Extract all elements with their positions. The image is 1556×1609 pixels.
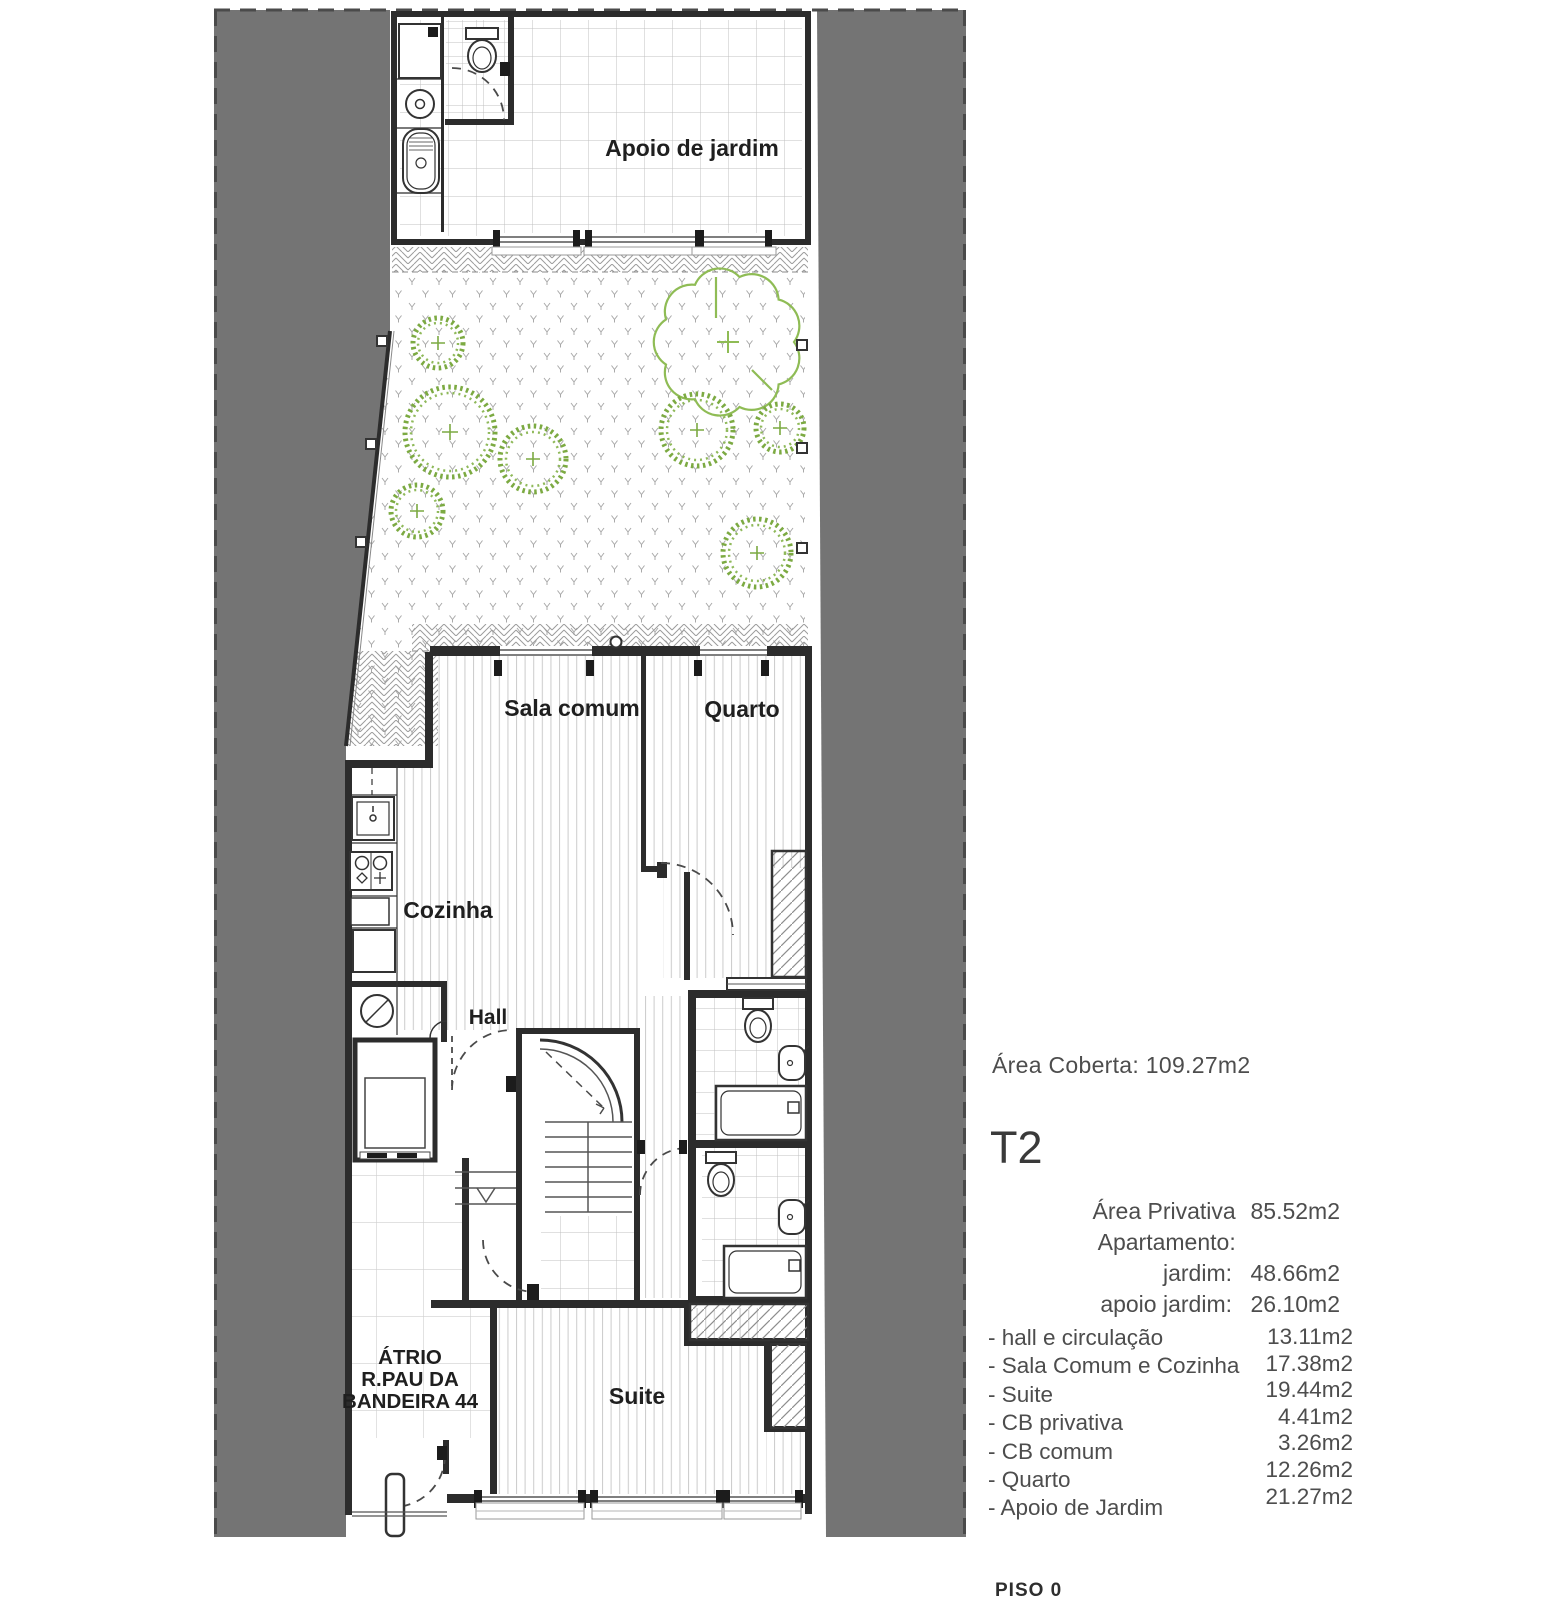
street-facade	[447, 1490, 812, 1519]
label-atrio-3: BANDEIRA 44	[342, 1390, 478, 1413]
room-area-label: - Quarto	[988, 1467, 1071, 1493]
label-atrio-2: R.PAU DA	[361, 1368, 459, 1391]
stair-to-upper	[771, 1344, 806, 1428]
label-hall: Hall	[468, 1006, 508, 1029]
room-areas-values	[1225, 1324, 1353, 1510]
suite-floor-right	[766, 1432, 805, 1496]
room-area-label: - Sala Comum e Cozinha	[988, 1353, 1240, 1379]
private-area-value: 26.10m2	[1250, 1291, 1340, 1317]
private-area-value: 48.66m2	[1250, 1260, 1340, 1286]
hall-sala-door-arc	[452, 1030, 512, 1090]
apoio-toilet	[466, 28, 498, 72]
room-area-label: - CB comum	[988, 1438, 1114, 1464]
room-area-value: 3.26m2	[1277, 1430, 1353, 1456]
quarto-wardrobe	[772, 851, 806, 977]
kitchen-stove	[350, 852, 392, 890]
room-areas-labels	[988, 1324, 1239, 1523]
private-area-row	[960, 1196, 1340, 1258]
private-area-row	[960, 1289, 1340, 1320]
private-area-label: apoio jardim:	[1100, 1291, 1232, 1317]
entrance-door-leaf	[352, 1474, 447, 1536]
label-suite: Suite	[608, 1383, 666, 1409]
apoio-bathtub	[403, 129, 439, 193]
private-area-value: 85.52m2	[1250, 1198, 1340, 1224]
room-area-label: - hall e circulação	[988, 1325, 1164, 1350]
label-atrio-1: ÁTRIO	[378, 1346, 442, 1369]
room-area-label: - Apoio de Jardim	[988, 1495, 1164, 1521]
private-area-label: Área Privativa Apartamento:	[1092, 1198, 1236, 1255]
private-area-label: jardim:	[1162, 1260, 1232, 1286]
room-area-value: 21.27m2	[1265, 1483, 1353, 1509]
suite-closet	[690, 1304, 808, 1340]
area-coberta-text: Área Coberta: 109.27m2	[992, 1052, 1251, 1078]
typology-label: T2	[990, 1122, 1043, 1173]
floor-label: PISO 0	[995, 1580, 1063, 1601]
paving-strip-left	[347, 651, 438, 746]
room-area-value: 4.41m2	[1277, 1403, 1353, 1429]
label-cozinha: Cozinha	[403, 897, 493, 923]
room-area-value: 12.26m2	[1265, 1456, 1353, 1482]
apoio-counter	[399, 24, 441, 78]
right-neighbor-block	[817, 10, 966, 1537]
label-sala-comum: Sala comum	[504, 695, 640, 721]
stair-landing-floor	[541, 1216, 634, 1300]
room-area-label: - Suite	[988, 1381, 1054, 1407]
room-area-label: - CB privativa	[988, 1410, 1124, 1436]
quarto-shelf	[727, 978, 806, 990]
shaft	[355, 1040, 435, 1160]
room-area-value: 19.44m2	[1265, 1377, 1353, 1403]
label-quarto: Quarto	[704, 696, 780, 722]
apoio-washbasin	[406, 90, 434, 118]
apoio-wc-door-jamb	[500, 62, 510, 76]
room-area-value: 13.11m2	[1267, 1324, 1353, 1349]
room-area-value: 17.38m2	[1265, 1350, 1353, 1376]
apoio-windows	[492, 230, 776, 255]
label-apoio-jardim: Apoio de jardim	[605, 135, 779, 161]
private-areas-block	[960, 1196, 1340, 1320]
kitchen-sink	[352, 797, 394, 840]
private-area-row	[960, 1258, 1340, 1289]
quarto-floor-lower	[663, 868, 772, 978]
quarto-floor	[646, 656, 805, 868]
